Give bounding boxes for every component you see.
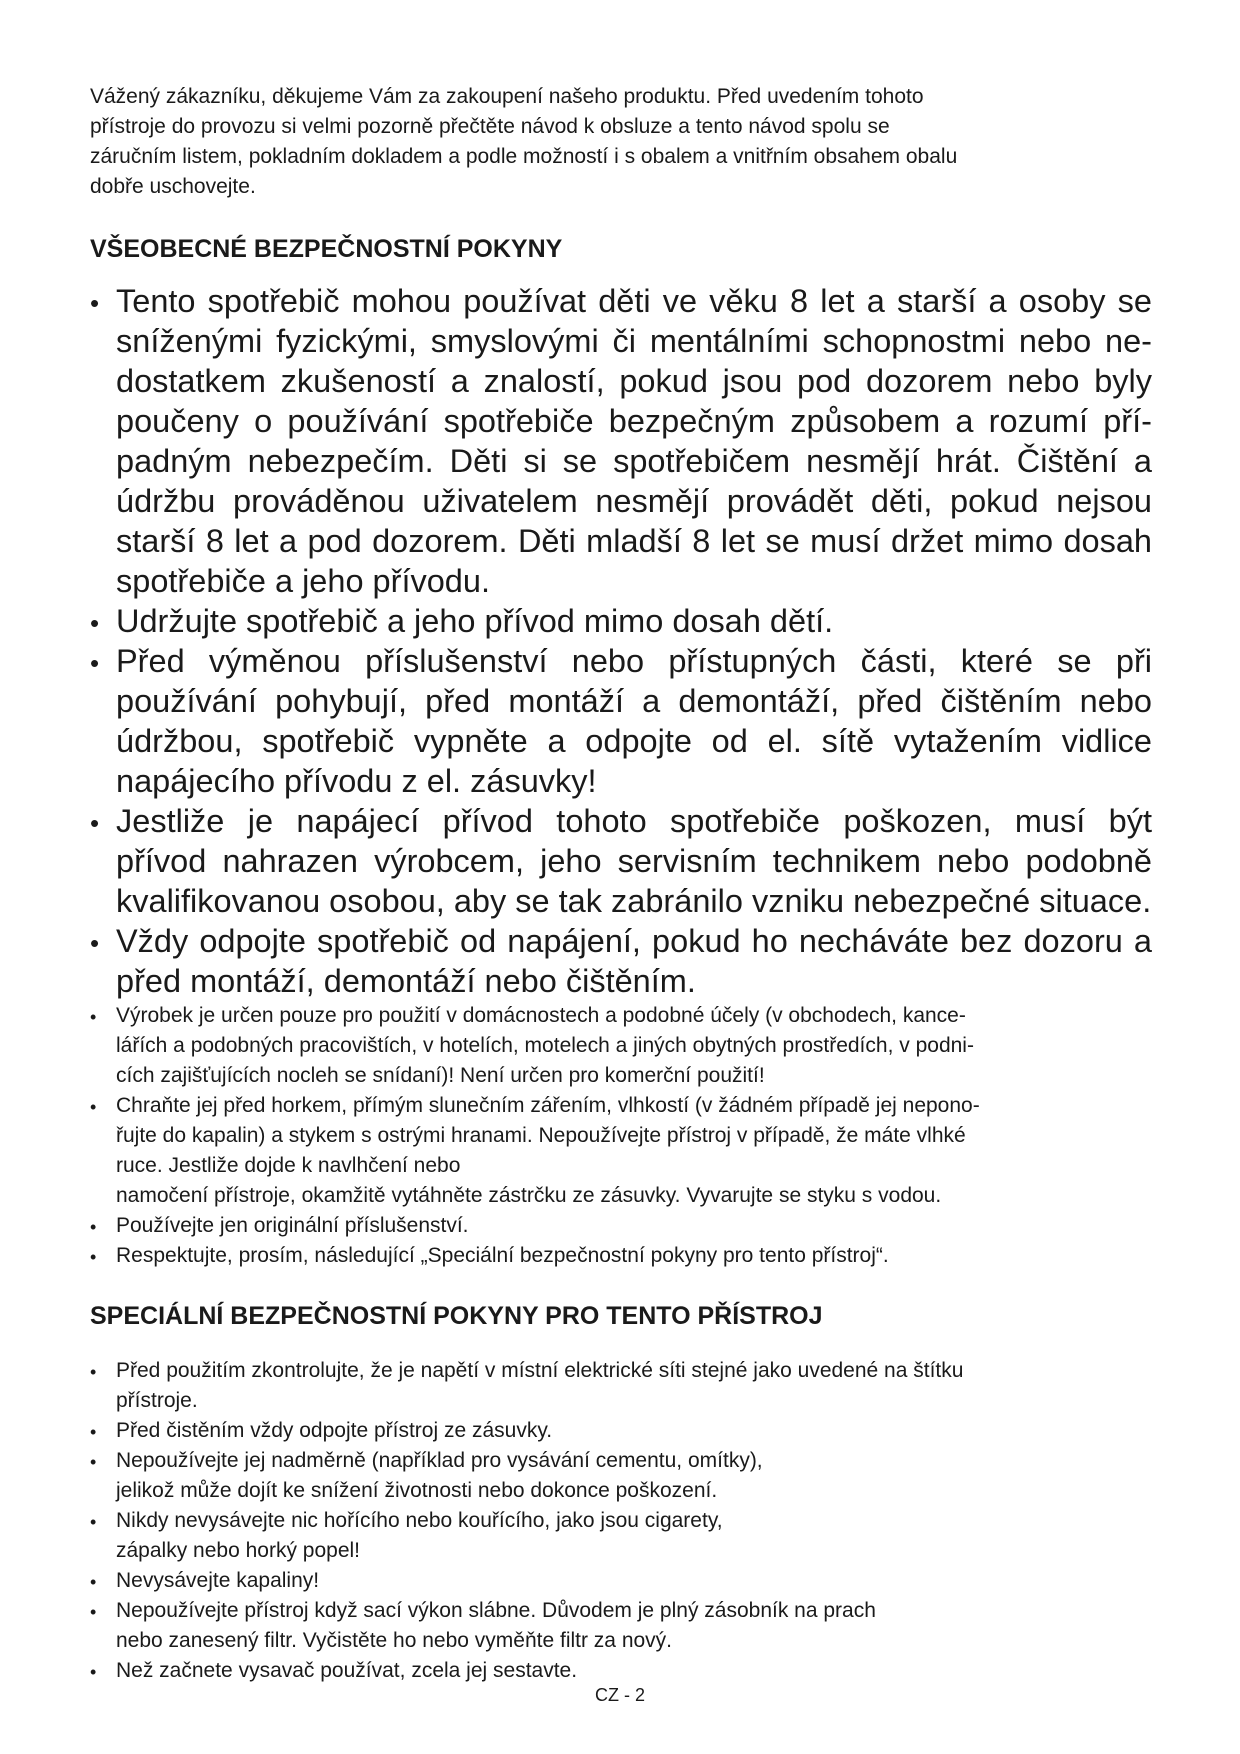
list-item-line: cích zajišťujících nocleh se snídaní)! Není určen pro komerční použití! <box>116 1064 765 1087</box>
list-item-line: lářích a podobných pracovištích, v hotelích, motelech a jiných obytných prostředích, v podni- <box>116 1034 974 1057</box>
list-item-line: • Respektujte, prosím, následující „Speciální bezpečnostní pokyny pro tento přístroj“. <box>116 1244 889 1267</box>
list-item-line: dostatkem zkušeností a znalostí, pokud jsou pod dozorem nebo byly <box>116 363 1152 399</box>
list-item <box>90 1091 1152 1211</box>
list-item-line: • Nevysávejte kapaliny! <box>116 1569 320 1592</box>
list-item <box>90 1446 1152 1506</box>
list-item-line: spotřebiče a jeho přívodu. <box>116 563 490 599</box>
list-item-line: • Vždy odpojte spotřebič od napájení, pokud ho necháváte bez dozoru a <box>116 923 1152 959</box>
list-item <box>90 1001 1152 1091</box>
list-item-line: údržbou, spotřebič vypněte a odpojte od el. sítě vytažením vidlice <box>116 723 1152 759</box>
list-item-line: napájecího přívodu z el. zásuvky! <box>116 763 597 799</box>
list-item-line: padným nebezpečím. Děti si se spotřebičem nesmějí hrát. Čištění a <box>116 443 1152 479</box>
list-item-line: • Před použitím zkontrolujte, že je napětí v místní elektrické síti stejné jako uvedené na štítku <box>116 1359 964 1382</box>
list-item-line: přístroje. <box>116 1389 198 1412</box>
list-item <box>90 921 1152 1001</box>
list-item <box>90 1566 1152 1596</box>
list-item-line: • Před čistěním vždy odpojte přístroj ze zásuvky. <box>116 1419 553 1442</box>
general-safety-secondary-list <box>90 1001 1152 1271</box>
list-item <box>90 801 1152 921</box>
intro-line: dobře uschovejte. <box>90 175 256 198</box>
intro-line: přístroje do provozu si velmi pozorně přečtěte návod k obsluze a tento návod spolu se <box>90 115 890 138</box>
list-item-line: • Než začnete vysavač používat, zcela jej sestavte. <box>116 1659 578 1682</box>
list-item <box>90 1211 1152 1241</box>
list-item <box>90 1416 1152 1446</box>
list-item-line: řujte do kapalin) a stykem s ostrými hranami. Nepoužívejte přístroj v případě, že máte vlhké <box>116 1124 966 1147</box>
list-item-line: používání pohybují, před montáží a demontáží, před čištěním nebo <box>116 683 1152 719</box>
manual-page <box>90 82 1152 1686</box>
list-item-line: • Nikdy nevysávejte nic hořícího nebo kouřícího, jako jsou cigarety, <box>116 1509 723 1532</box>
list-item <box>90 1356 1152 1416</box>
list-item-line: zápalky nebo horký popel! <box>116 1539 360 1562</box>
list-item-line: • Chraňte jej před horkem, přímým slunečním zářením, vlhkostí (v žádném případě jej nepono- <box>116 1094 980 1117</box>
intro-line: záručním listem, pokladním dokladem a podle možností i s obalem a vnitřním obsahem obalu <box>90 145 958 168</box>
list-item-line: • Jestliže je napájecí přívod tohoto spotřebiče poškozen, musí být <box>116 803 1152 839</box>
list-item-line: namočení přístroje, okamžitě vytáhněte zástrčku ze zásuvky. Vyvarujte se styku s vodou. <box>116 1184 942 1207</box>
general-safety-main-list <box>90 281 1152 1001</box>
list-item-line: • Výrobek je určen pouze pro použití v domácnostech a podobné účely (v obchodech, kance- <box>116 1004 966 1027</box>
list-item-line: ruce. Jestliže dojde k navlhčení nebo <box>116 1154 461 1177</box>
list-item-line: sníženými fyzickými, smyslovými či mentálními schopnostmi nebo ne- <box>116 323 1152 359</box>
list-item-line: • Před výměnou příslušenství nebo přístupných části, které se při <box>116 643 1152 679</box>
intro-paragraph <box>90 82 1152 202</box>
list-item <box>90 1596 1152 1656</box>
list-item-line: údržbu prováděnou uživatelem nesmějí provádět děti, pokud nejsou <box>116 483 1152 519</box>
list-item-line: přívod nahrazen výrobcem, jeho servisním technikem nebo podobně <box>116 843 1152 879</box>
list-item <box>90 281 1152 601</box>
list-item-line: jelikož může dojít ke snížení životnosti nebo dokonce poškození. <box>116 1479 718 1502</box>
list-item <box>90 601 1152 641</box>
list-item-line: • Udržujte spotřebič a jeho přívod mimo dosah dětí. <box>116 603 834 639</box>
list-item-line: nebo zanesený filtr. Vyčistěte ho nebo vyměňte filtr za nový. <box>116 1629 673 1652</box>
list-item <box>90 1506 1152 1566</box>
list-item-line: starší 8 let a pod dozorem. Děti mladší 8 let se musí držet mimo dosah <box>116 523 1152 559</box>
list-item <box>90 1656 1152 1686</box>
list-item-line: • Nepoužívejte přístroj když sací výkon slábne. Důvodem je plný zásobník na prach <box>116 1599 876 1622</box>
list-item-line: kvalifikovanou osobou, aby se tak zabránilo vzniku nebezpečné situace. <box>116 883 1152 919</box>
list-item-line: před montáží, demontáží nebo čištěním. <box>116 963 696 999</box>
list-item-line: poučeny o používání spotřebiče bezpečným způsobem a rozumí pří- <box>116 403 1152 439</box>
list-item-line: • Používejte jen originální příslušenství. <box>116 1214 469 1237</box>
page-number: CZ - 2 <box>594 1685 645 1705</box>
list-item-line: • Nepoužívejte jej nadměrně (například pro vysávání cementu, omítky), <box>116 1449 763 1472</box>
intro-line: Vážený zákazníku, děkujeme Vám za zakoupení našeho produktu. Před uvedením tohoto <box>90 85 924 108</box>
list-item <box>90 1241 1152 1271</box>
list-item <box>90 641 1152 801</box>
special-safety-list <box>90 1356 1152 1686</box>
section-general-safety-title: VŠEOBECNÉ BEZPEČNOSTNÍ POKYNY <box>90 235 563 263</box>
section-special-safety-title: SPECIÁLNÍ BEZPEČNOSTNÍ POKYNY PRO TENTO PŘÍSTROJ <box>90 1302 823 1330</box>
list-item-line: • Tento spotřebič mohou používat děti ve věku 8 let a starší a osoby se <box>116 283 1152 319</box>
